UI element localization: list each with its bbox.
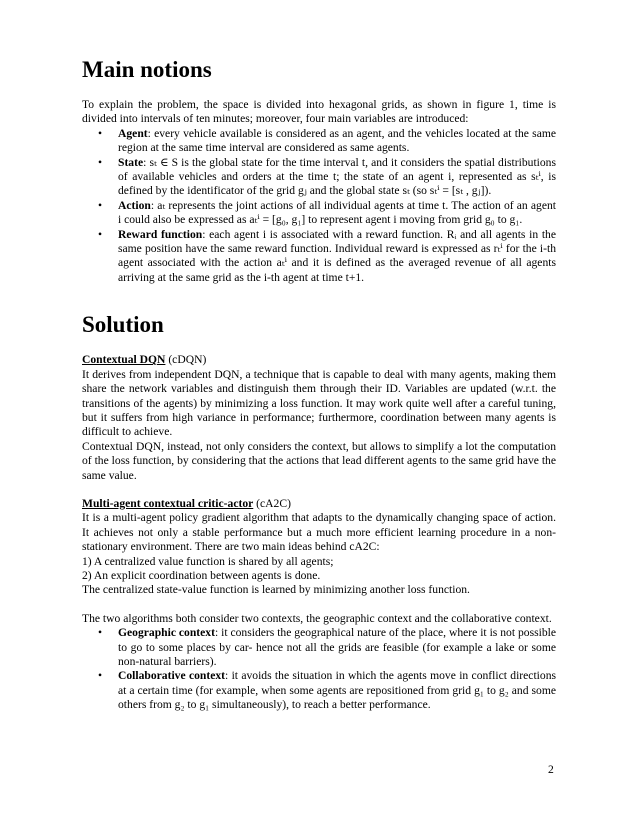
bullet-text: : sₜ ∈ S is the global state for the time interval t, and it considers the spatial distributions of available vehicles and orders at the time t; the state of an agent i, represented as sₜⁱ, is defined by the identificator of the grid gⱼ and the global state sₜ (so sₜⁱ = [sₜ , gⱼ]). xyxy=(118,155,556,198)
cdqn-abbr: (cDQN) xyxy=(165,353,207,367)
list-item: • Collaborative context: it avoids the situation in which the agents move in conflict directions at a certain time (for example, when some agents are repositioned from grid g₁ to g₂ and some others from g₂ to g₁ simultaneously), to reach a better performance. xyxy=(98,669,556,712)
list-item: • Reward function: each agent i is associated with a reward function. Rᵢ and all agents in the same position have the same reward function. Individual reward is expressed as rₜⁱ for the i-th agent associated with the action aₜⁱ and it is defined as the averaged revenue of all agents arriving at the same grid as the i-th agent at time t+1. xyxy=(98,227,556,284)
list-item: • Agent: every vehicle available is considered as an agent, and the vehicles located at the same region at the same time interval are considered as same agents. xyxy=(98,126,556,155)
bullet-term: Action xyxy=(118,198,151,212)
bullet-text: : aₜ represents the joint actions of all individual agents at time t. The action of an agent i could also be expressed as aₜⁱ = [g₀, g₁] to represent agent i moving from grid g₀ to g₁. xyxy=(118,198,556,227)
notions-intro: To explain the problem, the space is divided into hexagonal grids, as shown in figure 1, time is divided into intervals of ten minutes; moreover, four main variables are introduced: xyxy=(82,98,556,126)
contexts-intro: The two algorithms both consider two contexts, the geographic context and the collaborative context. xyxy=(82,611,552,625)
section-title-solution: Solution xyxy=(82,312,164,338)
list-item: • Action: aₜ represents the joint actions of all individual agents at time t. The action of an agent i could also be expressed as aₜⁱ = [g₀, g₁] to represent agent i moving from grid g₀ to g₁. xyxy=(98,198,556,227)
bullet-text: : every vehicle available is considered as an agent, and the vehicles located at the same region at the same time interval are considered as same agents. xyxy=(118,126,556,155)
subsection-heading-cdqn xyxy=(82,353,556,367)
bullet-term: State xyxy=(118,155,144,169)
bullet-term: Reward function xyxy=(118,227,203,241)
contexts-list xyxy=(82,626,556,712)
page-number: 2 xyxy=(548,763,554,776)
ca2c-line-2: 2) An explicit coordination between agents is done. xyxy=(82,568,321,582)
ca2c-paragraph-1: It is a multi-agent policy gradient algorithm that adapts to the dynamically changing space of action. It achieves not only a stable performance but a much more efficient learning procedure in a non-stationary environment. There are two main ideas behind cA2C: xyxy=(82,511,556,554)
notions-list xyxy=(82,127,556,285)
list-item: • State: sₜ ∈ S is the global state for the time interval t, and it considers the spatial distributions of available vehicles and orders at the time t; the state of an agent i, represented as sₜⁱ, is defined by the identificator of the grid gⱼ and the global state sₜ (so sₜⁱ = [sₜ , gⱼ]). xyxy=(98,155,556,198)
bullet-term: Agent xyxy=(118,126,148,140)
ca2c-line-1: 1) A centralized value function is shared by all agents; xyxy=(82,554,334,568)
bullet-text: : it considers the geographical nature of the place, where it is not possible to go to some places by car- hence not all the grids are feasible (for example a lake or some non-natural barriers). xyxy=(118,626,556,668)
cdqn-paragraph-1: It derives from independent DQN, a technique that is capable to deal with many agents, making them share the network variables and distinguish them through their ID. Variables are updated (w.r.t. the transitions of the agents) by minimizing a loss function. It may work quite well after a careful tuning, but it suffers from high variance in performance; furthermore, coordination between many agents is difficult to achieve. xyxy=(82,367,556,439)
page-content xyxy=(82,56,556,713)
ca2c-line-3: The centralized state-value function is learned by minimizing another loss function. xyxy=(82,583,470,597)
bullet-term: Geographic context xyxy=(118,626,215,640)
cdqn-heading: Contextual DQN xyxy=(82,353,166,367)
section-title-main-notions: Main notions xyxy=(82,57,212,82)
subsection-heading-ca2c xyxy=(82,497,556,511)
cdqn-paragraph-2: Contextual DQN, instead, not only considers the context, but allows to simplify a lot the computation of the loss function, by considering that the actions that lead different agents to the same grid have the same value. xyxy=(82,439,556,482)
bullet-text: : it avoids the situation in which the agents move in conflict directions at a certain time (for example, when some agents are repositioned from grid g₁ to g₂ and some others from g₂ to g₁ simultaneously), to reach a better performance. xyxy=(118,669,556,712)
ca2c-abbr: (cA2C) xyxy=(253,496,291,510)
ca2c-heading: Multi-agent contextual critic-actor xyxy=(82,496,254,510)
bullet-term: Collaborative context xyxy=(118,669,226,683)
list-item: • Geographic context: it considers the geographical nature of the place, where it is not possible to go to some places by car- hence not all the grids are feasible (for example a lake or some non-natural barriers). xyxy=(98,626,556,668)
bullet-text: : each agent i is associated with a reward function. Rᵢ and all agents in the same position have the same reward function. Individual reward is expressed as rₜⁱ for the i-th agent associated with the action aₜⁱ and it is defined as the averaged revenue of all agents arriving at the same grid as the i-th agent at time t+1. xyxy=(118,227,556,284)
